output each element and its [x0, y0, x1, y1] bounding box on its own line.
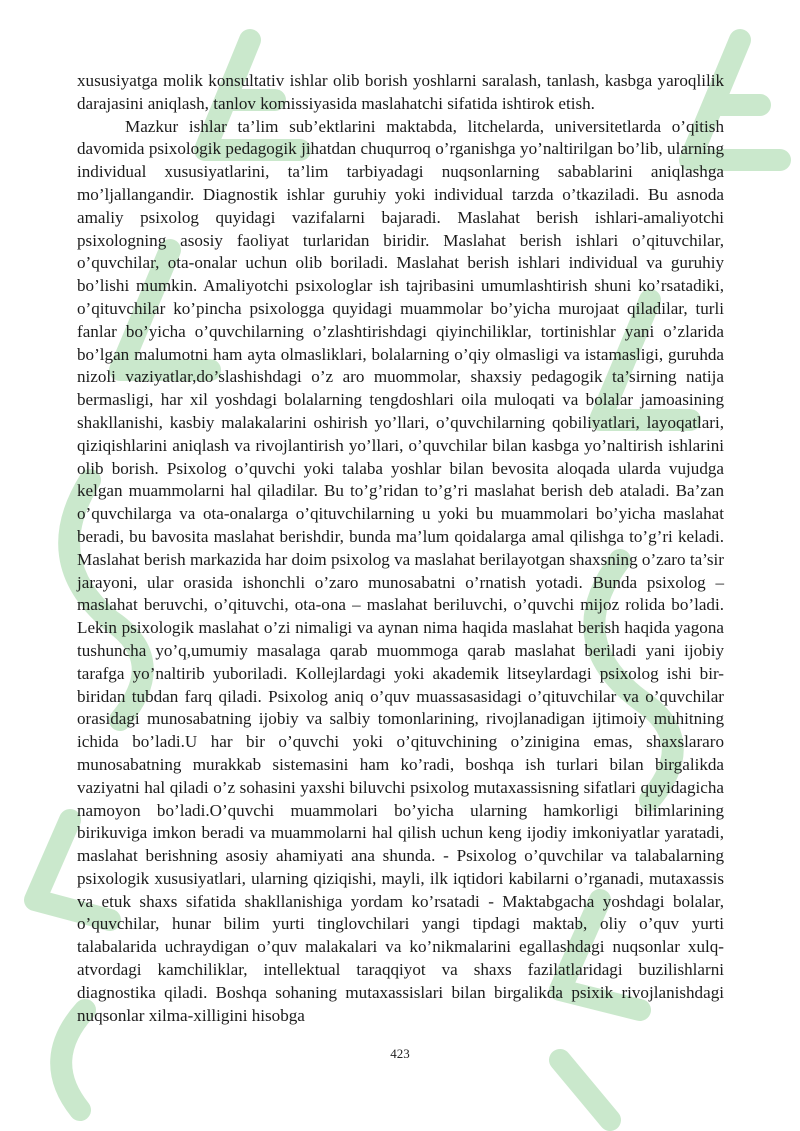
paragraph: Mazkur ishlar ta’lim sub’ektlarini maktabda, litchelarda, universitetlarda o’qitish davomida psixologik pedagogik jihatdan chuqurroq o’rganishga yo’naltirilgan bo’lib, ularning individual xususiyatlarini, ta’lim tarbiyadagi nuqsonlarning sabablarini aniqlashga mo’ljallangandir. Diagnostik ishlar guruhiy yoki individual tarzda o’tkaziladi. Bu asnoda amaliy psixolog quyidagi vazifalarni bajaradi. Maslahat berish ishlari-amaliyotchi psixologning asosiy faoliyat turlaridan biridir. Maslahat berish ishlari o’qituvchilar, o’quvchilar, ota-onalar uchun olib boriladi. Maslahat berish ishlari individual va guruhiy bo’lishi mumkin. Amaliyotchi psixologlar ish tajribasini umumlashtirish shuni ko’rsatadiki, o’qituvchilar ko’pincha psixologga quyidagi muammolar bo’yicha murojaat qiladilar, turli fanlar bo’yicha o’quvchilarning o’zlashtirishdagi qiyinchiliklar, tortinishlar yani o’zlarida bo’lgan malumotni ham ayta olmasliklari, bolalarning o’qiy olmasligi va istamasligi, guruhda nizoli vaziyatlar,do’slashishdagi o’z aro muommolar, shaxsiy pedagogik ta’sirning natija bermasligi, har xil yoshdagi bolalarning tengdoshlari oila muloqati va bolalar jamoasining shakllanishi, kasbiy malakalarini oshirish yo’llari, o’quvchilarning qobiliyatlari, layoqatlari, qiziqishlarini aniqlash va rivojlantirish yo’llari, o’quvchilar bilan kasbga yo’naltirish ishlarini olib borish. Psixolog o’quvchi yoki talaba yoshlar bilan bevosita aloqada ularda vujudga kelgan muammolarni hal qiladilar. Bu to’g’ridan to’g’ri maslahat berish deb ataladi. Ba’zan o’quvchilarga va ota-onalarga o’qituvchilarning u yoki bu muammolari bo’yicha maslahat beradi, bu bavosita maslahat berishdir, bunda ma’lum qoidalarga amal qilishga to’g’ri keladi. Maslahat berish markazida har doim psixolog va maslahat berilayotgan shaxsning o’zaro ta’sir jarayoni, ular orasida ishonchli o’zaro munosabatni o’rnatish yotadi. Bunda psixolog – maslahat beruvchi, o’qituvchi, ota-ona – maslahat beriluvchi, o’quvchi mijoz rolida bo’ladi. Lekin psixologik maslahat o’zi nimaligi va aynan nima haqida maslahat berish haqida yagona tushuncha yo’q,umumiy masalaga qarab muommoga qarab maslahat beriladi yani ijobiy tarafga yo’naltirib yuboriladi. Kollejlardagi yoki akademik litseylardagi psixolog ishi bir-biridan tubdan farq qiladi. Psixolog aniq o’quv muassasasidagi o’qituvchilar va o’quvchilar orasidagi munosabatning ijobiy va salbiy tomonlarining, rivojlanadigan ijtimoiy muhitning ichida bo’ladi.U har bir o’quvchi yoki o’qituvchining o’zinigina emas, shaxslararo munosabatning murakkab sistemasini ham ko’radi, boshqa ish turlari bilan birgalikda vaziyatni hal qiladi o’z sohasini yaxshi biluvchi psixolog mutaxassisning sifatlari quyidagicha namoyon bo’ladi.O’quvchi muammolari bo’yicha ularning hamkorligi bilimlarining birikuviga imkon beradi va muammolarni hal qilish uchun keng ijodiy imkoniyatlar yaratadi, maslahat berishning asosiy ahamiyati ana shunda. - Psixolog o’quvchilar va talabalarning psixologik xususiyatlari, ularning qiziqishi, mayli, ilk iqtidori kabilarni o’rganadi, mutaxassis va etuk shaxs sifatida shakllanishiga yordam ko’rsatadi - Maktabgacha yoshdagi bolalar, o’quvchilar, hunar bilim yurti tinglovchilari yangi tipdagi maktab, oliy o’quv yurti talabalarida uchraydigan o’quv malakalari va ko’nikmalarini egallashdagi nuqsonlar xulq-atvordagi kamchiliklar, intellektual taraqqiyot va shaxs fazilatlaridagi buzilishlarni diagnostika qiladi. Boshqa sohaning mutaxassislari bilan birgalikda psixik rivojlanishdagi nuqsonlar xilma-xilligini hisobga: [77, 116, 724, 1025]
paragraph: xususiyatga molik konsultativ ishlar olib borish yoshlarni saralash, tanlash, kasbga yaroqlilik darajasini aniqlash, tanlov komissiyasida maslahatchi sifatida ishtirok etish.: [77, 71, 724, 113]
page-number: 423: [390, 1046, 410, 1061]
document-body: [77, 70, 724, 1027]
